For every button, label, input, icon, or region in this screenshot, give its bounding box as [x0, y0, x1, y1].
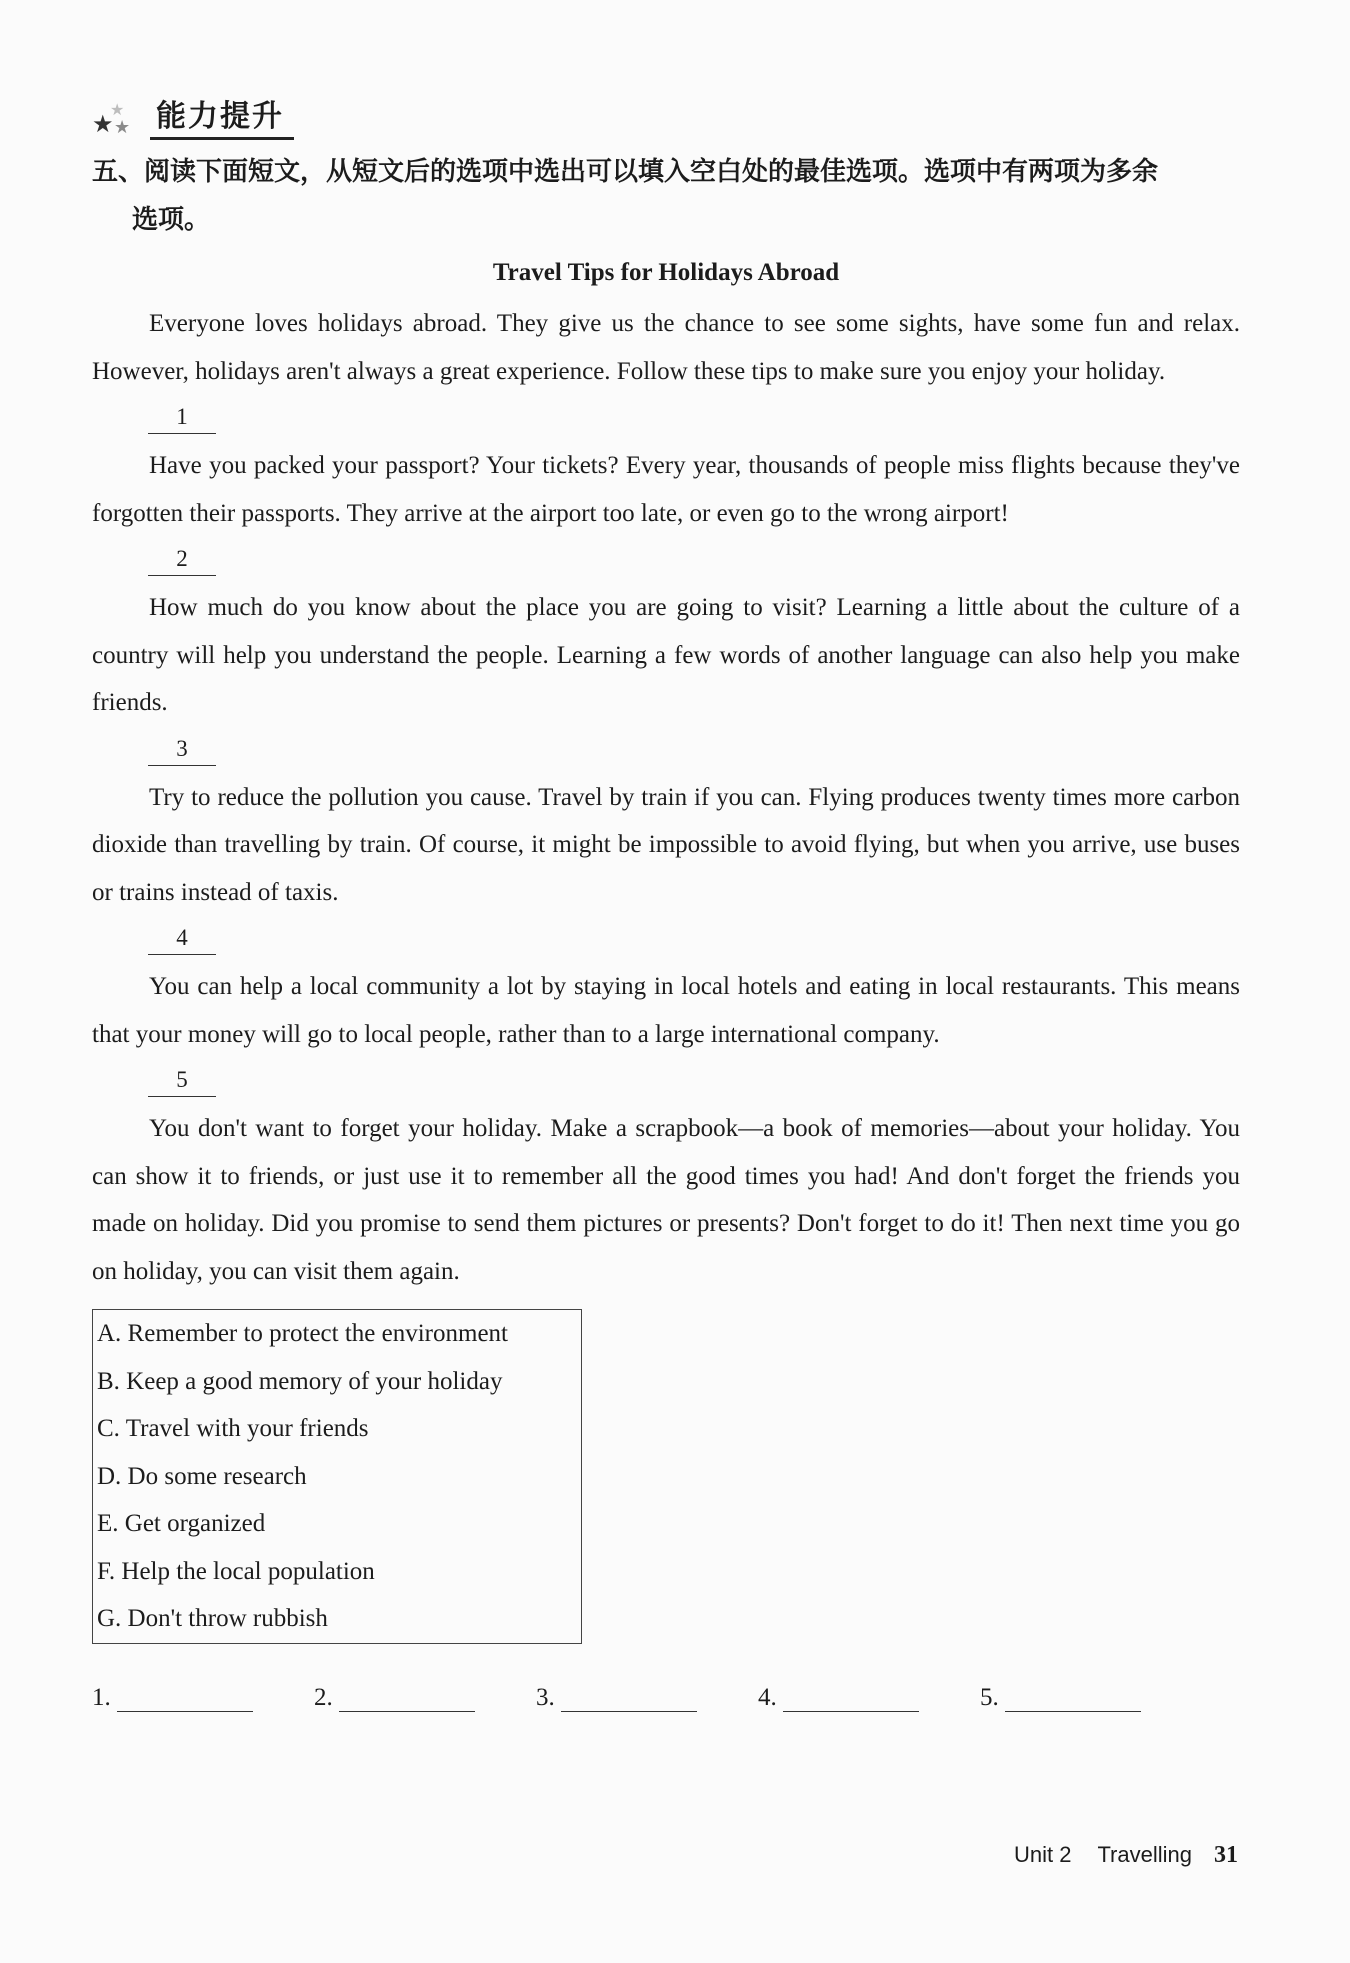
blank-marker[interactable]: 3 [148, 731, 216, 766]
blank-marker[interactable]: 4 [148, 920, 216, 955]
blank-marker[interactable]: 5 [148, 1062, 216, 1097]
footer-unit: Unit 2 [1013, 1842, 1072, 1867]
passage-intro: Everyone loves holidays abroad. They give us the chance to see some sights, have some fun and relax. However, holidays aren't always a great experience. Follow these tips to make sure you enjoy your holiday. [92, 310, 1240, 385]
passage-section-4 [92, 920, 1240, 1058]
page-content [92, 92, 1240, 1712]
answer-number: 5. [980, 1683, 999, 1711]
section-header [92, 92, 1240, 140]
answer-number: 1. [92, 1683, 111, 1711]
exercise-instruction [92, 148, 1240, 244]
answer-line[interactable] [561, 1687, 697, 1712]
option-e: E. Get organized [97, 1510, 266, 1537]
option-f: F. Help the local population [97, 1557, 375, 1585]
answer-line[interactable] [339, 1687, 475, 1712]
option-g: G. Don't throw rubbish [97, 1605, 328, 1632]
passage-paragraph: How much do you know about the place you are going to visit? Learning a little about the culture of a country will help you understand the people. Learning a few words of another language can also help you make friends. [92, 594, 1240, 716]
answer-4 [758, 1684, 980, 1712]
passage-section-3 [92, 731, 1240, 917]
answer-blanks [92, 1664, 1240, 1712]
blank-marker[interactable]: 1 [148, 399, 216, 434]
passage-paragraph: You can help a local community a lot by staying in local hotels and eating in local restaurants. This means that your money will go to local people, rather than to a large international company. [92, 973, 1240, 1048]
answer-number: 2. [314, 1683, 333, 1711]
option-b: B. Keep a good memory of your holiday [97, 1367, 503, 1395]
page-footer [1014, 1842, 1238, 1869]
blank-marker[interactable]: 2 [148, 541, 216, 576]
answer-line[interactable] [117, 1687, 253, 1712]
instruction-line-1: 五、阅读下面短文，从短文后的选项中选出可以填入空白处的最佳选项。选项中有两项为多余 [92, 157, 1159, 187]
answer-1 [92, 1684, 314, 1712]
answer-2 [314, 1684, 536, 1712]
passage-section-1 [92, 399, 1240, 537]
option-a: A. Remember to protect the environment [97, 1320, 508, 1347]
answer-line[interactable] [783, 1687, 919, 1712]
answer-line[interactable] [1005, 1687, 1141, 1712]
option-d: D. Do some research [97, 1462, 307, 1490]
stars-icon: ★ ★ ★ [92, 100, 131, 138]
passage-paragraph: Try to reduce the pollution you cause. Travel by train if you can. Flying produces twenty times more carbon dioxide than travelling by train. Of course, it might be impossible to avoid flying, but when you arrive, use buses or trains instead of taxis. [92, 783, 1240, 906]
options-box [92, 1309, 582, 1644]
passage-paragraph: Have you packed your passport? Your tickets? Every year, thousands of people miss flights because they've forgotten their passports. They arrive at the airport too late, or even go to the wrong airport! [92, 452, 1240, 527]
passage-title: Travel Tips for Holidays Abroad [492, 259, 840, 286]
passage-section-5 [92, 1062, 1240, 1295]
section-title: 能力提升 [150, 91, 294, 140]
footer-topic: Travelling [1097, 1842, 1192, 1867]
instruction-line-2: 选项。 [132, 205, 211, 235]
answer-5 [980, 1684, 1202, 1712]
answer-number: 4. [758, 1683, 777, 1711]
passage-paragraph: You don't want to forget your holiday. Make a scrapbook—a book of memories—about your holiday. You can show it to friends, or just use it to remember all the good times you had! And don't forget the friends you made on holiday. Did you promise to send them pictures or presents? Don't forget to do it! Then next time you go on holiday, you can visit them again. [92, 1115, 1240, 1285]
page-number: 31 [1214, 1842, 1238, 1868]
answer-3 [536, 1684, 758, 1712]
passage-section-2 [92, 541, 1240, 727]
option-c: C. Travel with your friends [97, 1415, 369, 1442]
answer-number: 3. [536, 1683, 555, 1711]
